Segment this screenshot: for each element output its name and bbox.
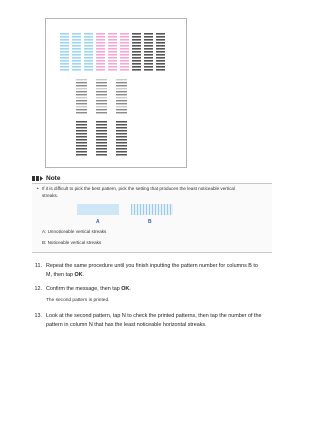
pattern-top-bar: [132, 63, 141, 65]
pattern-mid-bar: [76, 88, 87, 89]
pattern-low-bar: [96, 136, 107, 138]
pattern-top-bar: [84, 60, 93, 62]
pattern-low-bar: [76, 139, 87, 141]
pattern-top-bar: [72, 45, 81, 47]
pattern-low-bar: [116, 130, 127, 132]
pattern-top-bar: [144, 51, 153, 53]
pattern-low-bar: [96, 127, 107, 129]
pattern-mid-bar: [96, 100, 107, 101]
pattern-low-bar: [96, 145, 107, 147]
pattern-top-bar: [72, 33, 81, 35]
pattern-top-bar: [120, 36, 129, 38]
sample-a-label: A: [96, 219, 100, 225]
pattern-mid-bar: [96, 112, 107, 113]
step-number: 12.: [34, 286, 42, 292]
pattern-top-bar: [132, 51, 141, 53]
pattern-top-bar: [60, 33, 69, 35]
pattern-top-bar: [108, 48, 117, 50]
pattern-top-bar: [120, 33, 129, 35]
pattern-low-bar: [96, 148, 107, 150]
pattern-top-bar: [108, 54, 117, 56]
note-icon: [32, 175, 43, 182]
pattern-top-bar: [120, 48, 129, 50]
step-text: [46, 262, 258, 280]
pattern-top-bar: [144, 54, 153, 56]
pattern-mid-bar: [76, 79, 87, 80]
pattern-top-bar: [132, 33, 141, 35]
step-text: [46, 312, 261, 330]
pattern-top-bar: [132, 57, 141, 59]
pattern-top-bar: [156, 36, 165, 38]
pattern-mid-bar: [76, 97, 87, 98]
pattern-top-bar: [84, 45, 93, 47]
pattern-low-bar: [96, 121, 107, 123]
step-text-line: Repeat the same procedure until you finish inputting the pattern number for columns B to: [46, 263, 258, 269]
pattern-low-bar: [96, 151, 107, 153]
pattern-top-bar: [156, 39, 165, 41]
pattern-mid-bar: [76, 100, 87, 101]
pattern-low-bar: [76, 124, 87, 126]
pattern-mid-bar: [116, 85, 127, 86]
pattern-top-bar: [72, 36, 81, 38]
print-pattern-image: [45, 18, 187, 168]
pattern-mid-bar: [96, 85, 107, 86]
pattern-top-bar: [72, 42, 81, 44]
pattern-top-bar: [84, 54, 93, 56]
pattern-mid-bar: [96, 88, 107, 89]
pattern-mid-bar: [116, 109, 127, 110]
pattern-top-bar: [144, 63, 153, 65]
pattern-mid-bar: [96, 94, 107, 95]
pattern-top-bar: [144, 69, 153, 71]
pattern-low-bar: [76, 148, 87, 150]
pattern-low-bar: [96, 154, 107, 156]
pattern-low-bar: [116, 124, 127, 126]
pattern-top-bar: [84, 69, 93, 71]
pattern-top-bar: [72, 63, 81, 65]
pattern-top-bar: [144, 66, 153, 68]
step-text-punct: .: [129, 286, 131, 292]
ok-keyword: OK: [121, 286, 130, 292]
note-heading-text: Note: [46, 175, 61, 182]
pattern-top-bar: [60, 42, 69, 44]
pattern-low-bar: [96, 142, 107, 144]
pattern-top-bar: [96, 39, 105, 41]
pattern-top-bar: [96, 63, 105, 65]
pattern-top-bar: [132, 54, 141, 56]
pattern-mid-bar: [116, 106, 127, 107]
pattern-top-bar: [144, 33, 153, 35]
pattern-top-bar: [84, 63, 93, 65]
pattern-top-bar: [108, 57, 117, 59]
pattern-top-bar: [132, 45, 141, 47]
pattern-top-bar: [84, 36, 93, 38]
pattern-low-bar: [116, 121, 127, 123]
sample-b-swatch: [131, 204, 173, 215]
pattern-top-bar: [132, 66, 141, 68]
pattern-top-bar: [120, 54, 129, 56]
pattern-mid-bar: [76, 106, 87, 107]
pattern-top-bar: [144, 48, 153, 50]
pattern-low-bar: [96, 130, 107, 132]
pattern-mid-bar: [76, 103, 87, 104]
pattern-low-bar: [76, 121, 87, 123]
pattern-top-bar: [108, 69, 117, 71]
pattern-mid-bar: [116, 88, 127, 89]
pattern-mid-bar: [76, 112, 87, 113]
pattern-top-bar: [120, 60, 129, 62]
pattern-mid-bar: [96, 106, 107, 107]
sample-b-label: B: [148, 219, 152, 225]
pattern-top-bar: [84, 33, 93, 35]
pattern-top-bar: [84, 48, 93, 50]
pattern-top-bar: [72, 54, 81, 56]
pattern-top-bar: [156, 66, 165, 68]
pattern-top-bar: [96, 45, 105, 47]
note-bullet-text-cont: streaks.: [42, 193, 59, 198]
pattern-mid-bar: [116, 103, 127, 104]
pattern-top-bar: [96, 33, 105, 35]
pattern-top-bar: [60, 69, 69, 71]
step-text-line: M, then tap: [46, 272, 75, 278]
pattern-low-bar: [116, 151, 127, 153]
pattern-top-bar: [120, 45, 129, 47]
pattern-low-bar: [116, 139, 127, 141]
pattern-top-bar: [120, 39, 129, 41]
pattern-top-bar: [144, 45, 153, 47]
pattern-mid-bar: [96, 82, 107, 83]
pattern-top-bar: [60, 57, 69, 59]
pattern-low-bar: [116, 133, 127, 135]
pattern-top-bar: [60, 54, 69, 56]
pattern-top-bar: [96, 36, 105, 38]
pattern-top-bar: [60, 66, 69, 68]
pattern-mid-bar: [76, 94, 87, 95]
pattern-low-bar: [76, 145, 87, 147]
pattern-top-bar: [132, 39, 141, 41]
pattern-mid-bar: [116, 91, 127, 92]
step-12-subtext: The second pattern is printed.: [46, 298, 110, 303]
pattern-top-bar: [132, 60, 141, 62]
pattern-top-bar: [96, 66, 105, 68]
pattern-mid-bar: [76, 82, 87, 83]
pattern-top-bar: [120, 51, 129, 53]
pattern-top-bar: [60, 63, 69, 65]
pattern-top-bar: [60, 60, 69, 62]
pattern-top-bar: [156, 63, 165, 65]
pattern-low-bar: [96, 139, 107, 141]
pattern-top-bar: [144, 57, 153, 59]
note-bullet-text: If it is difficult to pick the best pattern, pick the setting that produces the least noticeable vertical: [42, 186, 235, 191]
pattern-mid-bar: [116, 100, 127, 101]
pattern-top-bar: [72, 60, 81, 62]
pattern-top-bar: [108, 63, 117, 65]
pattern-top-bar: [120, 57, 129, 59]
pattern-low-bar: [76, 127, 87, 129]
legend-a: A: Unnoticeable vertical streaks: [42, 229, 107, 234]
pattern-low-bar: [96, 133, 107, 135]
pattern-top-bar: [96, 54, 105, 56]
pattern-low-bar: [76, 136, 87, 138]
pattern-low-bar: [116, 145, 127, 147]
pattern-top-bar: [84, 66, 93, 68]
pattern-top-bar: [144, 60, 153, 62]
pattern-top-bar: [72, 66, 81, 68]
pattern-top-bar: [156, 48, 165, 50]
pattern-low-bar: [116, 142, 127, 144]
step-number: 13.: [34, 313, 42, 319]
pattern-top-bar: [84, 39, 93, 41]
pattern-top-bar: [120, 69, 129, 71]
pattern-top-bar: [120, 63, 129, 65]
pattern-low-bar: [116, 127, 127, 129]
pattern-low-bar: [96, 124, 107, 126]
pattern-top-bar: [84, 57, 93, 59]
pattern-top-bar: [72, 48, 81, 50]
pattern-top-bar: [132, 48, 141, 50]
pattern-top-bar: [156, 45, 165, 47]
pattern-top-bar: [72, 39, 81, 41]
pattern-mid-bar: [96, 109, 107, 110]
pattern-mid-bar: [116, 82, 127, 83]
nozzle-pattern-graphic: [46, 19, 188, 169]
step-text-line: pattern in column N that has the least noticeable horizontal streaks.: [46, 322, 207, 328]
pattern-top-bar: [72, 69, 81, 71]
pattern-low-bar: [76, 142, 87, 144]
pattern-top-bar: [156, 60, 165, 62]
pattern-top-bar: [84, 42, 93, 44]
pattern-top-bar: [60, 45, 69, 47]
ok-keyword: OK: [74, 272, 83, 278]
pattern-mid-bar: [96, 91, 107, 92]
pattern-top-bar: [96, 69, 105, 71]
pattern-top-bar: [108, 45, 117, 47]
pattern-low-bar: [76, 151, 87, 153]
pattern-top-bar: [108, 51, 117, 53]
pattern-top-bar: [132, 69, 141, 71]
pattern-top-bar: [108, 60, 117, 62]
sample-a-swatch: [77, 204, 119, 215]
pattern-top-bar: [72, 57, 81, 59]
pattern-top-bar: [156, 51, 165, 53]
step-text-line: Confirm the message, then tap: [46, 286, 122, 292]
pattern-top-bar: [144, 36, 153, 38]
pattern-mid-bar: [76, 109, 87, 110]
note-bullet-marker: •: [37, 186, 39, 191]
pattern-top-bar: [96, 60, 105, 62]
pattern-mid-bar: [116, 79, 127, 80]
pattern-top-bar: [144, 39, 153, 41]
pattern-top-bar: [96, 57, 105, 59]
step-text-punct: .: [82, 272, 85, 278]
pattern-top-bar: [156, 57, 165, 59]
pattern-top-bar: [108, 42, 117, 44]
step-text-line: Look at the second pattern, tap N to check the printed patterns, then tap the number of the: [46, 313, 262, 319]
pattern-top-bar: [96, 42, 105, 44]
pattern-top-bar: [144, 42, 153, 44]
pattern-top-bar: [120, 42, 129, 44]
pattern-top-bar: [108, 39, 117, 41]
pattern-low-bar: [76, 130, 87, 132]
legend-b: B: Noticeable vertical streaks: [42, 240, 102, 245]
pattern-mid-bar: [96, 97, 107, 98]
pattern-mid-bar: [116, 94, 127, 95]
pattern-top-bar: [156, 33, 165, 35]
pattern-mid-bar: [96, 103, 107, 104]
pattern-top-bar: [96, 51, 105, 53]
pattern-top-bar: [60, 48, 69, 50]
pattern-mid-bar: [76, 85, 87, 86]
pattern-top-bar: [60, 36, 69, 38]
pattern-top-bar: [108, 66, 117, 68]
pattern-top-bar: [132, 42, 141, 44]
pattern-top-bar: [108, 36, 117, 38]
pattern-low-bar: [116, 148, 127, 150]
pattern-top-bar: [120, 66, 129, 68]
step-text: [46, 285, 131, 294]
pattern-low-bar: [76, 133, 87, 135]
pattern-mid-bar: [96, 79, 107, 80]
pattern-top-bar: [60, 51, 69, 53]
pattern-top-bar: [72, 51, 81, 53]
pattern-mid-bar: [116, 112, 127, 113]
pattern-top-bar: [156, 42, 165, 44]
pattern-mid-bar: [116, 97, 127, 98]
note-heading: [32, 175, 60, 182]
pattern-top-bar: [156, 69, 165, 71]
pattern-top-bar: [60, 39, 69, 41]
step-number: 11.: [34, 263, 42, 269]
pattern-mid-bar: [76, 91, 87, 92]
pattern-low-bar: [116, 136, 127, 138]
pattern-top-bar: [108, 33, 117, 35]
pattern-low-bar: [116, 154, 127, 156]
pattern-top-bar: [84, 51, 93, 53]
pattern-low-bar: [76, 154, 87, 156]
pattern-top-bar: [156, 54, 165, 56]
pattern-top-bar: [132, 36, 141, 38]
pattern-top-bar: [96, 48, 105, 50]
